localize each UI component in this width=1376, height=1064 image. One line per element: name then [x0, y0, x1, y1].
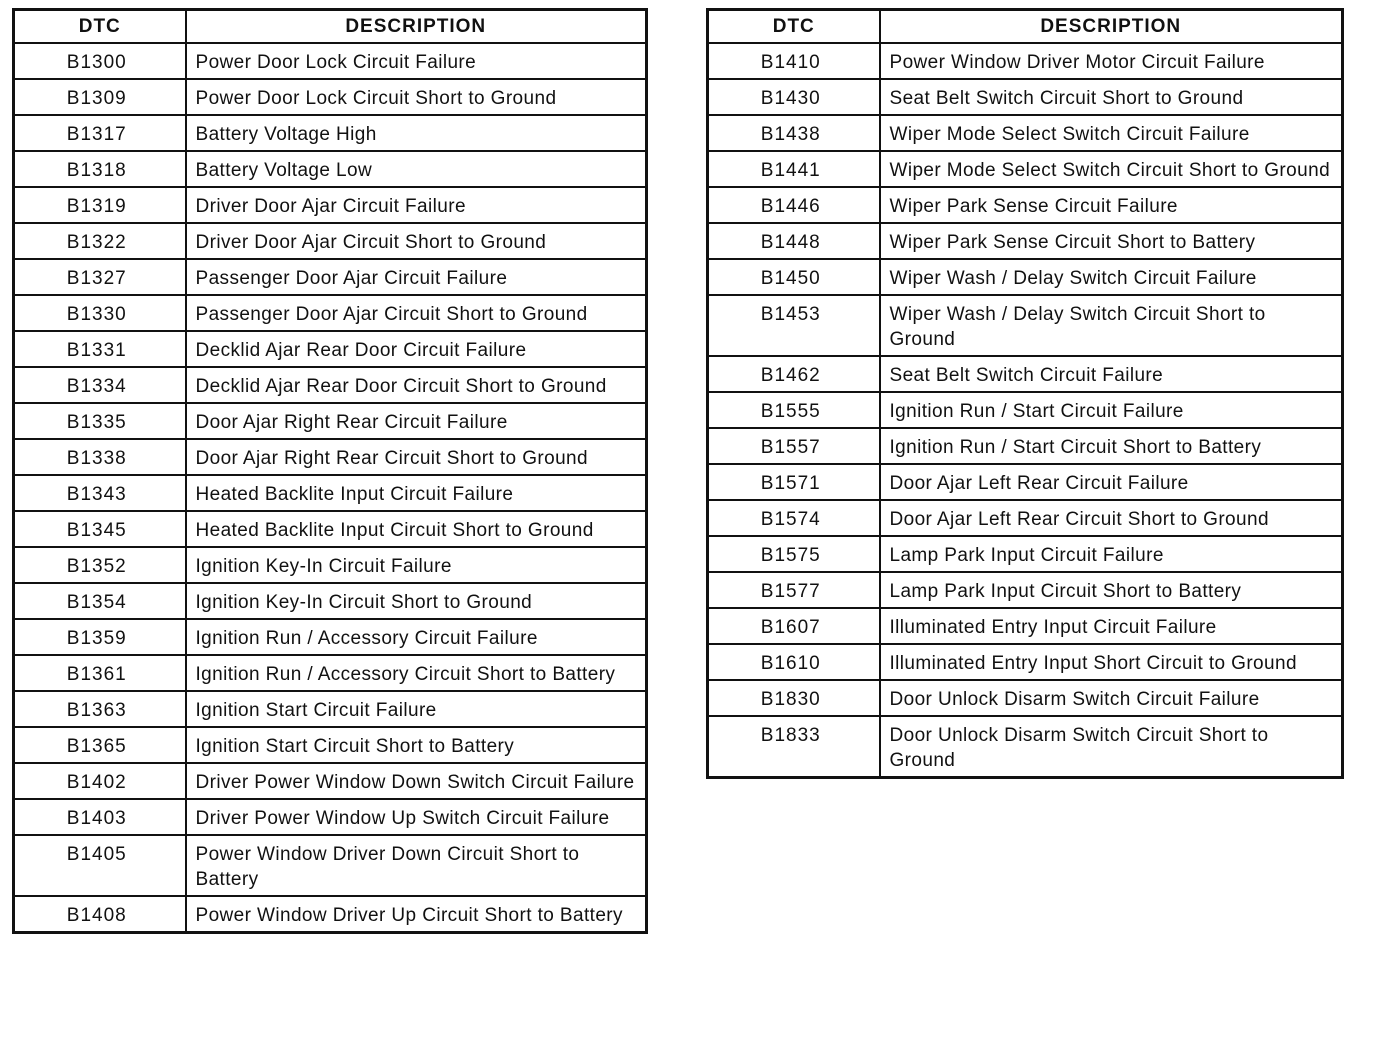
dtc-code-cell: B1334 — [14, 367, 186, 403]
dtc-code-cell: B1343 — [14, 475, 186, 511]
table-row — [14, 259, 647, 295]
dtc-code-cell: B1557 — [708, 428, 880, 464]
dtc-code-cell: B1318 — [14, 151, 186, 187]
table-row — [14, 619, 647, 655]
dtc-code-cell: B1359 — [14, 619, 186, 655]
table-row — [14, 439, 647, 475]
dtc-code-cell: B1577 — [708, 572, 880, 608]
dtc-code-cell: B1361 — [14, 655, 186, 691]
dtc-code-cell: B1610 — [708, 644, 880, 680]
dtc-description-cell: Wiper Wash / Delay Switch Circuit Short to Ground — [880, 295, 1343, 356]
dtc-code-cell: B1352 — [14, 547, 186, 583]
dtc-description-cell: Ignition Run / Start Circuit Short to Battery — [880, 428, 1343, 464]
table-row — [14, 691, 647, 727]
table-row — [708, 115, 1343, 151]
dtc-description-cell: Ignition Run / Accessory Circuit Short to Battery — [186, 655, 647, 691]
dtc-description-cell: Heated Backlite Input Circuit Failure — [186, 475, 647, 511]
dtc-description-cell: Power Door Lock Circuit Failure — [186, 43, 647, 79]
header-row — [14, 10, 647, 44]
header-row — [708, 10, 1343, 44]
table-row — [14, 367, 647, 403]
dtc-code-cell: B1300 — [14, 43, 186, 79]
table-row — [708, 187, 1343, 223]
dtc-description-cell: Heated Backlite Input Circuit Short to Ground — [186, 511, 647, 547]
dtc-code-cell: B1309 — [14, 79, 186, 115]
dtc-code-cell: B1365 — [14, 727, 186, 763]
dtc-description-cell: Ignition Key-In Circuit Failure — [186, 547, 647, 583]
dtc-table-left — [12, 8, 648, 934]
table-body — [14, 43, 647, 933]
table-row — [708, 43, 1343, 79]
dtc-table-right — [706, 8, 1344, 779]
table-row — [14, 223, 647, 259]
table-row — [708, 608, 1343, 644]
dtc-description-cell: Lamp Park Input Circuit Short to Battery — [880, 572, 1343, 608]
dtc-code-cell: B1402 — [14, 763, 186, 799]
dtc-description-cell: Driver Power Window Up Switch Circuit Failure — [186, 799, 647, 835]
table-row — [14, 79, 647, 115]
table-row — [708, 536, 1343, 572]
dtc-column-header: DTC — [708, 10, 880, 44]
dtc-code-cell: B1405 — [14, 835, 186, 896]
dtc-description-cell: Ignition Start Circuit Failure — [186, 691, 647, 727]
dtc-description-cell: Wiper Park Sense Circuit Failure — [880, 187, 1343, 223]
dtc-description-cell: Door Ajar Right Rear Circuit Failure — [186, 403, 647, 439]
table-row — [708, 392, 1343, 428]
dtc-description-cell: Door Ajar Left Rear Circuit Short to Ground — [880, 500, 1343, 536]
table-row — [708, 716, 1343, 778]
dtc-code-cell: B1607 — [708, 608, 880, 644]
dtc-description-cell: Wiper Wash / Delay Switch Circuit Failure — [880, 259, 1343, 295]
dtc-code-cell: B1438 — [708, 115, 880, 151]
table-row — [708, 223, 1343, 259]
table-row — [14, 896, 647, 933]
dtc-description-cell: Power Window Driver Up Circuit Short to Battery — [186, 896, 647, 933]
dtc-description-cell: Illuminated Entry Input Short Circuit to Ground — [880, 644, 1343, 680]
dtc-description-cell: Ignition Key-In Circuit Short to Ground — [186, 583, 647, 619]
dtc-code-cell: B1335 — [14, 403, 186, 439]
dtc-description-cell: Ignition Run / Accessory Circuit Failure — [186, 619, 647, 655]
dtc-code-cell: B1574 — [708, 500, 880, 536]
dtc-description-cell: Driver Door Ajar Circuit Failure — [186, 187, 647, 223]
table-row — [14, 331, 647, 367]
table-row — [708, 500, 1343, 536]
table-header — [14, 10, 647, 44]
table-row — [708, 644, 1343, 680]
dtc-description-cell: Power Window Driver Down Circuit Short to Battery — [186, 835, 647, 896]
table-row — [708, 79, 1343, 115]
dtc-code-cell: B1575 — [708, 536, 880, 572]
table-body — [708, 43, 1343, 778]
table-row — [708, 295, 1343, 356]
dtc-description-cell: Driver Door Ajar Circuit Short to Ground — [186, 223, 647, 259]
dtc-code-cell: B1571 — [708, 464, 880, 500]
description-column-header: DESCRIPTION — [186, 10, 647, 44]
table-row — [14, 187, 647, 223]
dtc-description-cell: Wiper Mode Select Switch Circuit Short to Ground — [880, 151, 1343, 187]
dtc-code-cell: B1462 — [708, 356, 880, 392]
dtc-description-cell: Ignition Start Circuit Short to Battery — [186, 727, 647, 763]
table-header — [708, 10, 1343, 44]
dtc-code-cell: B1330 — [14, 295, 186, 331]
table-row — [14, 295, 647, 331]
dtc-code-cell: B1441 — [708, 151, 880, 187]
table-row — [14, 763, 647, 799]
dtc-code-cell: B1555 — [708, 392, 880, 428]
dtc-description-cell: Seat Belt Switch Circuit Failure — [880, 356, 1343, 392]
table-row — [14, 799, 647, 835]
table-row — [708, 151, 1343, 187]
dtc-description-cell: Decklid Ajar Rear Door Circuit Failure — [186, 331, 647, 367]
table-row — [708, 356, 1343, 392]
dtc-code-cell: B1403 — [14, 799, 186, 835]
dtc-description-cell: Passenger Door Ajar Circuit Short to Ground — [186, 295, 647, 331]
dtc-code-cell: B1446 — [708, 187, 880, 223]
table-row — [14, 403, 647, 439]
dtc-description-cell: Door Ajar Right Rear Circuit Short to Ground — [186, 439, 647, 475]
dtc-code-cell: B1331 — [14, 331, 186, 367]
table-row — [14, 151, 647, 187]
dtc-code-cell: B1833 — [708, 716, 880, 778]
dtc-description-cell: Seat Belt Switch Circuit Short to Ground — [880, 79, 1343, 115]
dtc-code-cell: B1354 — [14, 583, 186, 619]
table-row — [14, 727, 647, 763]
dtc-description-cell: Wiper Mode Select Switch Circuit Failure — [880, 115, 1343, 151]
dtc-code-cell: B1317 — [14, 115, 186, 151]
dtc-description-cell: Door Ajar Left Rear Circuit Failure — [880, 464, 1343, 500]
dtc-code-cell: B1830 — [708, 680, 880, 716]
dtc-code-cell: B1408 — [14, 896, 186, 933]
dtc-description-cell: Lamp Park Input Circuit Failure — [880, 536, 1343, 572]
table-row — [708, 680, 1343, 716]
table-row — [14, 547, 647, 583]
table-row — [14, 43, 647, 79]
description-column-header: DESCRIPTION — [880, 10, 1343, 44]
dtc-code-cell: B1345 — [14, 511, 186, 547]
table-row — [14, 475, 647, 511]
table-row — [708, 572, 1343, 608]
dtc-description-cell: Illuminated Entry Input Circuit Failure — [880, 608, 1343, 644]
dtc-code-cell: B1410 — [708, 43, 880, 79]
dtc-description-cell: Power Window Driver Motor Circuit Failure — [880, 43, 1343, 79]
dtc-description-cell: Battery Voltage Low — [186, 151, 647, 187]
dtc-code-cell: B1450 — [708, 259, 880, 295]
dtc-description-cell: Door Unlock Disarm Switch Circuit Failure — [880, 680, 1343, 716]
table-row — [14, 655, 647, 691]
dtc-description-cell: Battery Voltage High — [186, 115, 647, 151]
table-row — [14, 583, 647, 619]
dtc-description-cell: Decklid Ajar Rear Door Circuit Short to Ground — [186, 367, 647, 403]
dtc-code-cell: B1453 — [708, 295, 880, 356]
dtc-code-cell: B1430 — [708, 79, 880, 115]
table-row — [14, 511, 647, 547]
dtc-description-cell: Power Door Lock Circuit Short to Ground — [186, 79, 647, 115]
dtc-code-cell: B1363 — [14, 691, 186, 727]
dtc-description-cell: Passenger Door Ajar Circuit Failure — [186, 259, 647, 295]
dtc-description-cell: Ignition Run / Start Circuit Failure — [880, 392, 1343, 428]
dtc-column-header: DTC — [14, 10, 186, 44]
table-row — [14, 835, 647, 896]
dtc-code-cell: B1319 — [14, 187, 186, 223]
dtc-code-cell: B1338 — [14, 439, 186, 475]
table-row — [708, 428, 1343, 464]
dtc-code-cell: B1327 — [14, 259, 186, 295]
dtc-description-cell: Door Unlock Disarm Switch Circuit Short to Ground — [880, 716, 1343, 778]
table-row — [708, 259, 1343, 295]
table-row — [14, 115, 647, 151]
dtc-code-cell: B1448 — [708, 223, 880, 259]
table-row — [708, 464, 1343, 500]
dtc-description-cell: Wiper Park Sense Circuit Short to Battery — [880, 223, 1343, 259]
dtc-code-cell: B1322 — [14, 223, 186, 259]
dtc-description-cell: Driver Power Window Down Switch Circuit Failure — [186, 763, 647, 799]
